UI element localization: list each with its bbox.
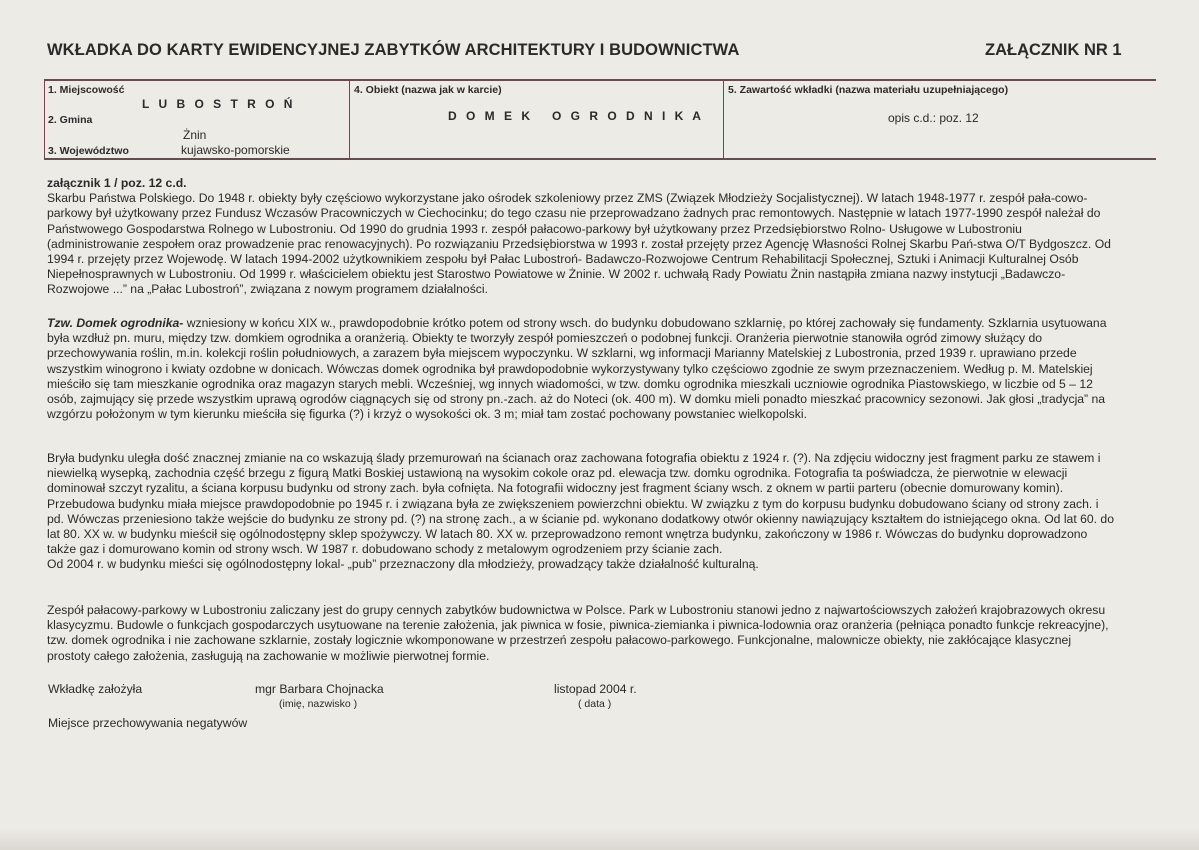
date-caption: ( data ) (578, 698, 612, 710)
body-section-1 (47, 176, 1117, 298)
annex-number: ZAŁĄCZNIK NR 1 (985, 41, 1122, 59)
field-label-gmina: 2. Gmina (48, 114, 93, 126)
paragraph-history: Skarbu Państwa Polskiego. Do 1948 r. obiekty były częściowo wykorzystane jako ośrodek szkoleniowy przez ZMS (Związek Młodzieży Socjalistycznej). W latach 1948-1977 r. zespół pała-cowo-parkowy był użytkowany przez Fundusz Wczasów Pracowniczych w Ciechocinku; do tego czasu nie przeprowadzano żadnych prac remontowych. Następnie w latach 1977-1990 zespół należał do Państwowego Gospodarstwa Rolnego w Lubostroniu. Od 1990 do grudnia 1993 r. zespół pałacowo-parkowy był użytkowany przez Przedsiębiorstwo Rolno- Usługowe w Lubostroniu (administrowanie zespołem oraz prowadzenie prac renowacyjnych). Po rozwiązaniu Przedsiębiorstwa w 1993 r. został przejęty przez Agencję Własności Rolnej Skarbu Pań-stwa O/T Bydgoszcz. Od 1994 r. przejęty przez Wojewodę. W latach 1994-2002 użytkownikiem zespołu był Pałac Lubostroń- Badawczo-Rozwojowe Centrum Rehabilitacji Społecznej, Sztuki i Animacji Kulturalnej Osób Niepełnosprawnych w Lubostroniu. Od 1999 r. właścicielem obiektu jest Starostwo Powiatowe w Żninie. W 2002 r. uchwałą Rady Powiatu Żnin nastąpiła zmiana nazwy instytucji „Badawczo-Rozwojowe ...” na „Pałac Lubostroń”, związana z nowym programem działalności. (47, 191, 1111, 297)
field-label-zawartosc: 5. Zawartość wkładki (nazwa materiału uzupełniającego) (728, 84, 1009, 96)
table-divider-1 (349, 79, 350, 159)
date-value: listopad 2004 r. (554, 682, 637, 696)
paragraph-current-use: Od 2004 r. w budynku mieści się ogólnodostępny lokal- „pub” przeznaczony dla młodzieży, prowadzący także działalność kulturalną. (47, 557, 759, 572)
field-value-zawartosc: opis c.d.: poz. 12 (888, 111, 979, 125)
document-title: WKŁADKA DO KARTY EWIDENCYJNEJ ZABYTKÓW ARCHITEKTURY I BUDOWNICTWA (47, 41, 740, 59)
author-label: Wkładkę założyła (48, 682, 143, 696)
body-section-3 (47, 451, 1117, 573)
page-edge-shadow (0, 828, 1199, 850)
field-value-miejscowosc: L U B O S T R O Ń (142, 97, 296, 111)
paragraph-description (47, 316, 1117, 422)
body-section-4 (47, 603, 1117, 664)
paragraph-alterations: Bryła budynku uległa dość znacznej zmianie na co wskazują ślady przemurowań na ścianach oraz zachowana fotografia obiektu z 1924 r. (?). Na zdjęciu widoczny jest fragment parku ze stawem i niewielką wysepką, zachodnia część brzegu z figurą Matki Boskiej ustawioną na wysokim cokole oraz pd. elewacja tzw. domku ogrodnika. Fotografia ta poświadcza, że pierwotnie w elewacji dominował szczyt ryzalitu, a ściana korpusu budynku od strony zach. była cofnięta. Na fotografii widoczny jest fragment ściany wsch. z oknem w partii parteru (obecnie domurowany komin). Przebudowa budynku miała miejsce prawdopodobnie po 1945 r. i związana była ze zwiększeniem powierzchni obiektu. W związku z tym do korpusu budynku dobudowano ściany od strony zach. i pd. Wówczas przeniesiono także wejście do budynku ze strony pd. (?) na stronę zach., a w ścianie pd. wykonano dodatkowy otwór okienny nawiązujący kształtem do istniejącego okna. Od lat 60. do lat 80. XX w. w budynku mieścił się ogólnodostępny sklep spożywczy. W latach 80. XX w. przeprowadzono remont wnętrza budynku, zakończony w 1986 r. Wówczas do budynku doprowadzono także gaz i domurowano komin od strony wsch. W 1987 r. dobudowano schody z metalowym ogrodzeniem przy ścianie zach. (47, 451, 1114, 557)
field-value-obiekt: D O M E K O G R O D N I K A (448, 109, 704, 123)
paragraph-summary: Zespół pałacowy-parkowy w Lubostroniu zaliczany jest do grupy cennych zabytków budownictwa w Polsce. Park w Lubostroniu stanowi jedno z najwartościowszych założeń krajobrazowych okresu klasycyzmu. Budowle o funkcjach gospodarczych usytuowane na terenie założenia, jak piwnica w fosie, piwnica-ziemianka i piwnica-lodownia oraz oranżeria (pełniąca ponadto funkcje rekreacyjne), tzw. domek ogrodnika i nie zachowane szklarnie, zostały logicznie wkomponowane w przestrzeń zespołu pałacowo-parkowego. Funkcjonalne, malownicze obiekty, nie zakłócające klasycznej prostoty całego założenia, zasługują na zachowanie w możliwie pierwotnej formie. (47, 603, 1109, 663)
reference-heading: załącznik 1 / poz. 12 c.d. (47, 176, 187, 190)
field-label-obiekt: 4. Obiekt (nazwa jak w karcie) (354, 84, 502, 96)
table-left-border (44, 79, 45, 159)
negatives-storage-label: Miejsce przechowywania negatywów (48, 716, 248, 730)
field-value-gmina: Żnin (183, 128, 207, 142)
author-name: mgr Barbara Chojnacka (255, 682, 384, 696)
table-bottom-line (44, 158, 1156, 160)
paragraph-lead: Tzw. Domek ogrodnika- (47, 316, 184, 330)
table-divider-2 (723, 79, 724, 159)
field-value-wojewodztwo: kujawsko-pomorskie (181, 143, 290, 157)
table-top-line (44, 79, 1156, 81)
name-caption: (imię, nazwisko ) (279, 698, 358, 710)
field-label-wojewodztwo: 3. Województwo (48, 145, 129, 157)
body-section-2 (47, 316, 1117, 422)
paragraph-description-text: wzniesiony w końcu XIX w., prawdopodobnie krótko potem od strony wsch. do budynku dobudowano szklarnię, po której zachowały się fundamenty. Szklarnia usytuowana była wzdłuż pn. muru, między tzw. domkiem ogrodnika a oranżerią. Obiekty te tworzyły zespół pomieszczeń o podobnej funkcji. Oranżeria pierwotnie stanowiła ogród zimowy służący do przechowywania roślin, m.in. kolekcji roślin południowych, a zarazem była miejscem wypoczynku. W szklarni, wg informacji Marianny Matelskiej z Lubostronia, przed 1939 r. uprawiano przede wszystkim winogrono i kwiaty ozdobne w donicach. Wówczas domek ogrodnika był prawdopodobnie wykorzystywany tylko częściowo zgodnie ze swym przeznaczeniem. Według p. M. Matelskiej mieściło się tam mieszkanie ogrodnika oraz magazyn starych mebli. Wcześniej, wg innych wiadomości, w tzw. domku ogrodnika mieszkali uczniowie ogrodnika Piastowskiego, w liczbie od 5 – 12 osób, zajmujący się przede wszystkim uprawą ogrodów ciągnących się od strony pn.-zach. aż do Noteci (ok. 400 m). W domku mieli ponadto mieszkać pracownicy sezonowi. Jak głosi „tradycja” na wzgórzu położonym w tym kierunku mieściła się figurka (?) i krzyż o wysokości ok. 3 m; miał tam zostać pochowany powstaniec wielkopolski. (47, 316, 1107, 422)
field-label-miejscowosc: 1. Miejscowość (48, 84, 125, 96)
